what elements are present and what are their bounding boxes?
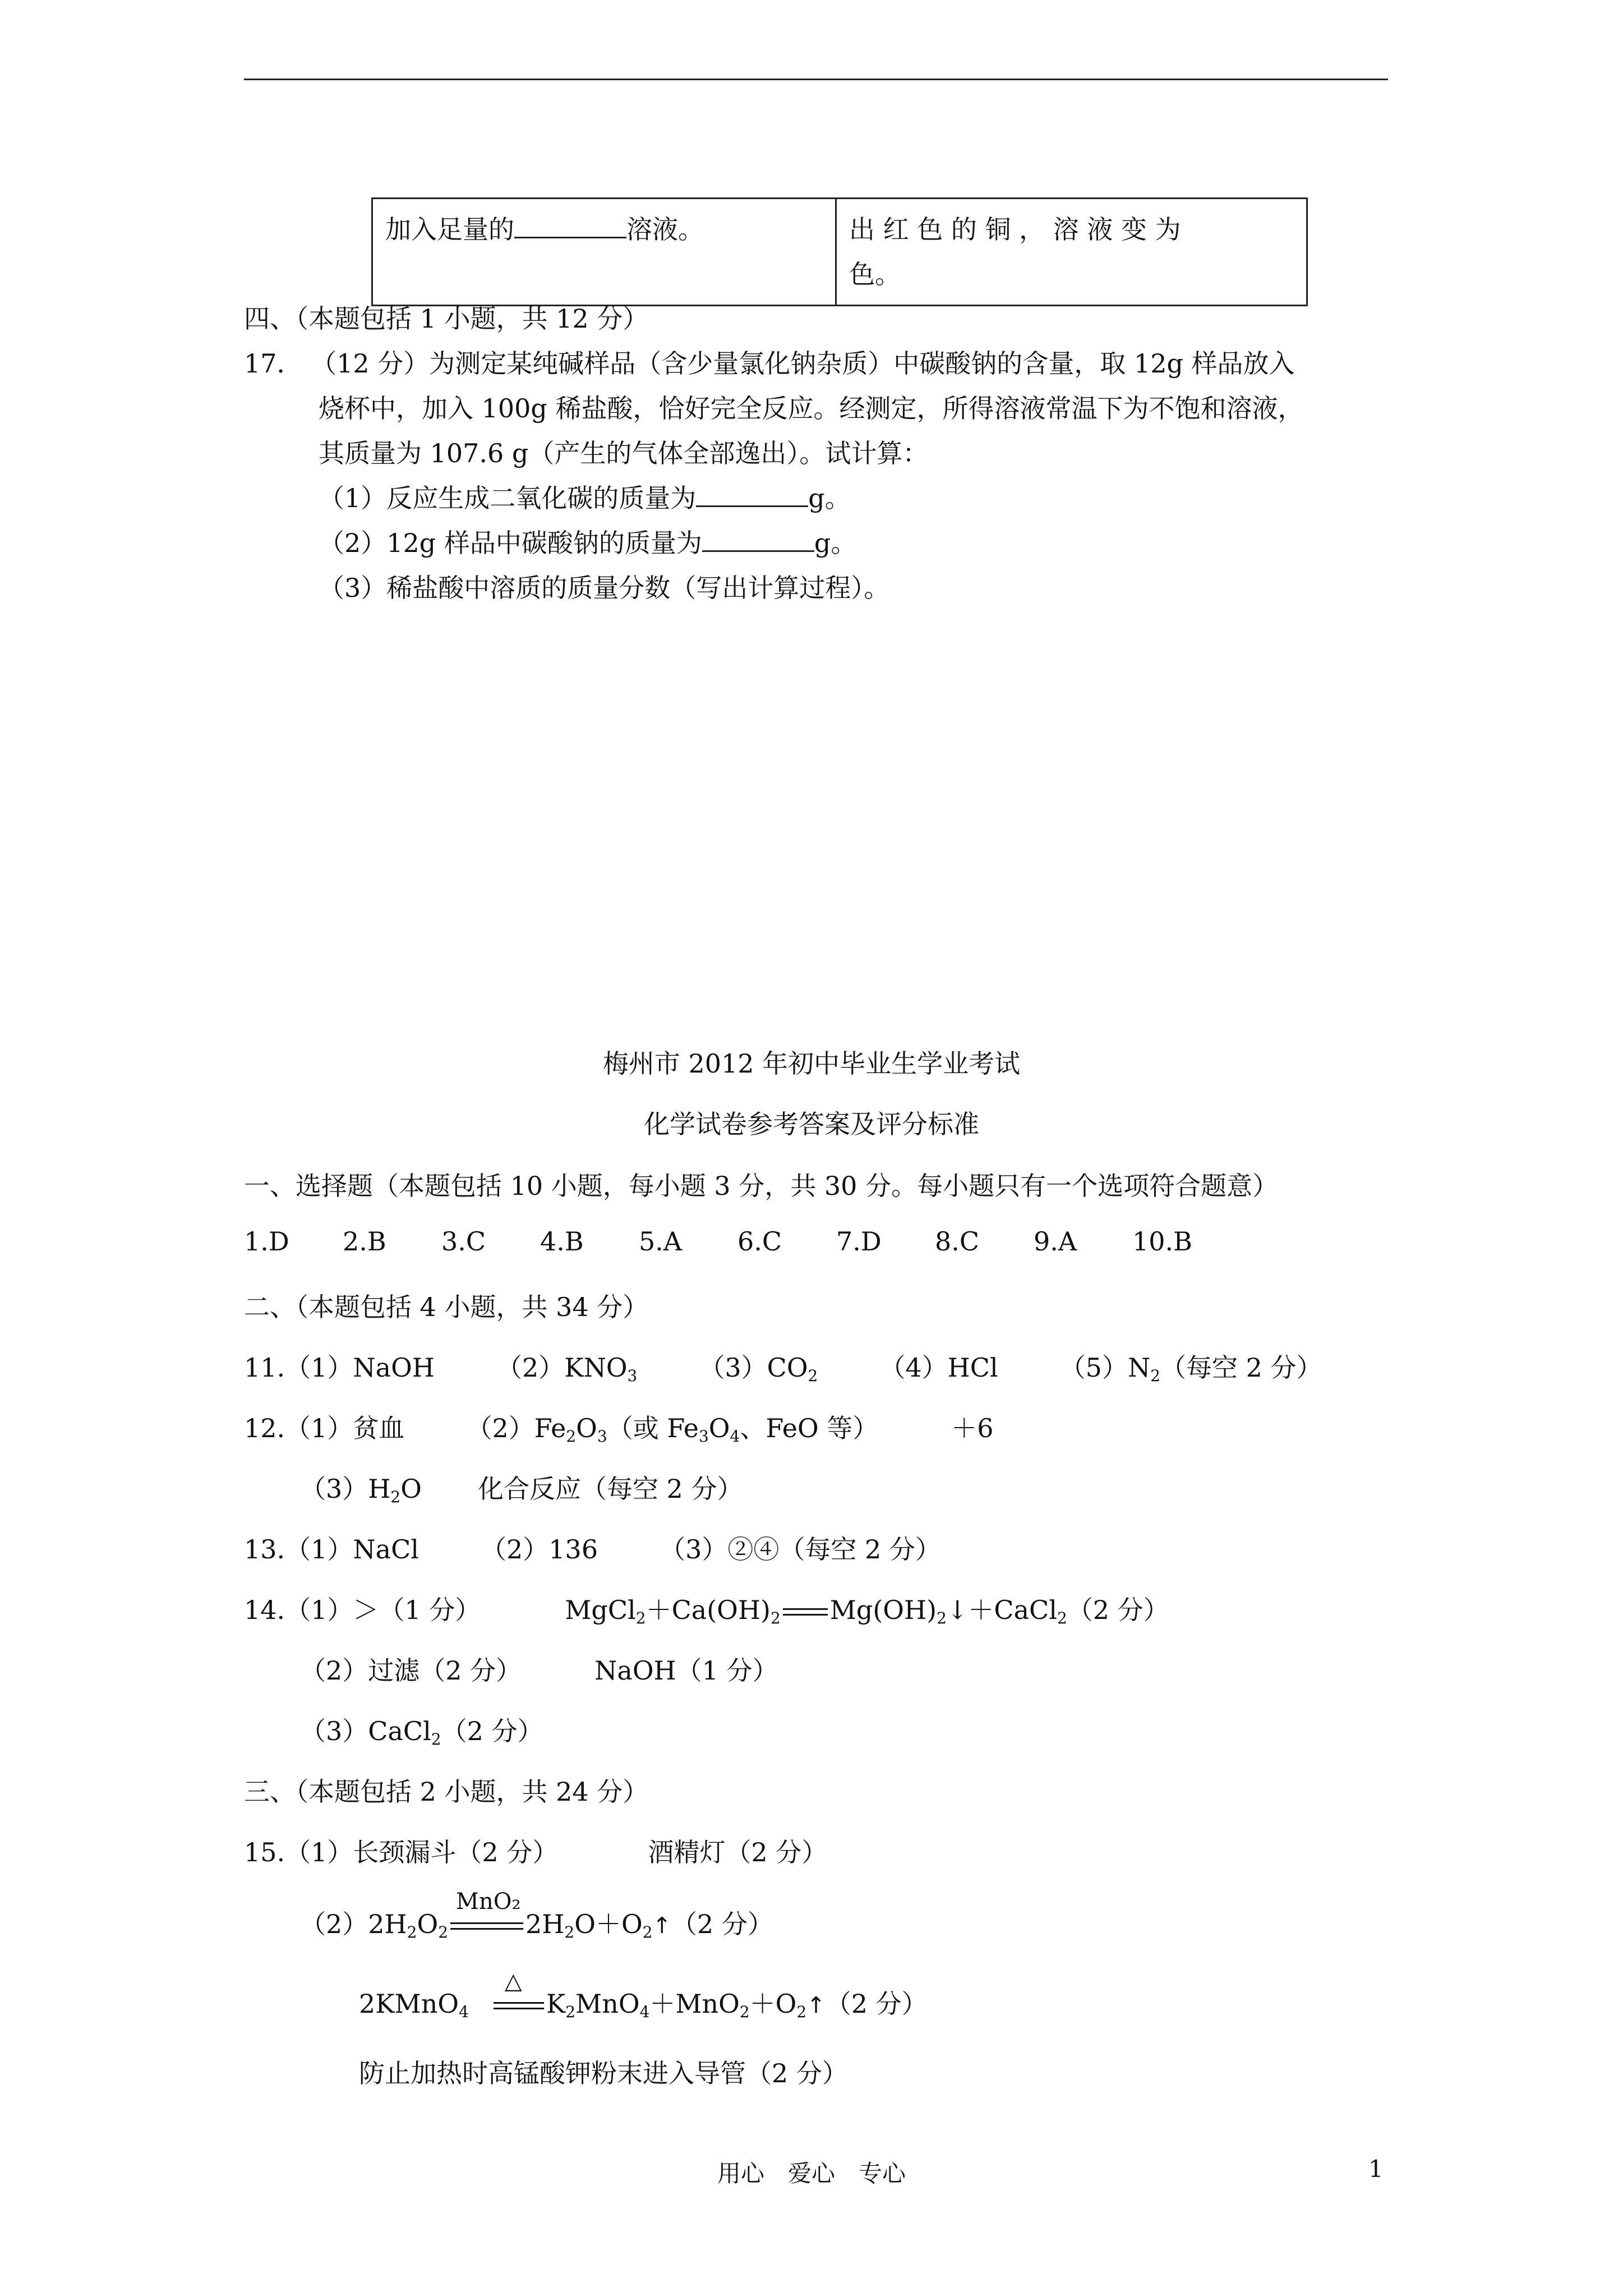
answers-subtitle: 化学试卷参考答案及评分标准 (644, 1109, 979, 1139)
answer-14-line-2: （2）过滤（2 分） NaOH（1 分） (300, 1655, 778, 1686)
answer-14-line-3: （3）CaCl$_2$（2 分） (300, 1716, 543, 1749)
cell-line: 色。 (849, 259, 901, 289)
sub-question-1: （1）反应生成二氧化碳的质量为 g。 (319, 483, 851, 513)
answers-title: 梅州市 2012 年初中毕业生学业考试 (602, 1048, 1021, 1079)
cell-line: 出 红 色 的 铜 ， 溶 液 变 为 (849, 214, 1181, 245)
sub-question-2: （2）12g 样品中碳酸钠的质量为 g。 (319, 528, 857, 558)
answer-blank (514, 213, 626, 238)
section-heading: 二、（本题包括 4 小题，共 34 分） (244, 1292, 649, 1322)
table-cell-operation (372, 199, 836, 306)
reaction-kmno4: 2KMnO$_4$ △ $K_2MnO_4+MnO_2+O_2↑(2$ 分） (359, 1968, 928, 2021)
answer-13: 13.（1）NaCl （2）136 （3）②④（每空 2 分） (244, 1534, 941, 1565)
footer-motto: 用心 爱心 专心 (717, 2160, 906, 2187)
section-heading: 四、（本题包括 1 小题，共 12 分） (244, 303, 649, 334)
section-heading: 一、选择题（本题包括 10 小题，每小题 3 分，共 30 分。每小题只有一个选项符合题意） (244, 1171, 1279, 1201)
equals-sign (783, 1604, 828, 1621)
question-17-line: 烧杯中，加入 100g 稀盐酸，恰好完全反应。经测定，所得溶液常温下为不饱和溶液， (319, 393, 1304, 424)
question-17-line: 17． （12 分）为测定某纯碱样品（含少量氯化钠杂质）中碳酸钠的含量，取 12g 样品放入 (244, 348, 1295, 379)
cell-text-prefix: 加入足量的 (385, 214, 514, 245)
question-17-line: 其质量为 107.6 g（产生的气体全部逸出）。试计算： (319, 438, 929, 468)
cell-text-suffix: 溶液。 (626, 214, 704, 245)
answer-11: 11.（1）NaOH $(2)KNO_3$ $(3)CO_2$ （4）HCl $(5)N_2$（每空 2 分） (244, 1352, 1322, 1385)
reaction-condition: MnO₂ (450, 1918, 523, 1935)
answer-15-note: 防止加热时高锰酸钾粉末进入导管（2 分） (359, 2058, 848, 2088)
section-heading: 三、（本题包括 2 小题，共 24 分） (244, 1777, 649, 1807)
question-table-fragment (371, 197, 1308, 306)
answer-15: 15.（1）长颈漏斗（2 分） 酒精灯（2 分） (244, 1837, 828, 1867)
answer-12-line-2: $(3)H_2O$ 化合反应（每空 2 分） (300, 1474, 743, 1506)
header-rule (244, 79, 1388, 80)
choice-answers: 1.D 2.B 3.C 4.B 5.A 6.C 7.D 8.C 9.A 10.B (244, 1226, 1192, 1257)
answer-12: 12.（1）贫血 $(2)Fe_2O_3$（或 $Fe_3O_4$、FeO 等） ＋6 (244, 1413, 994, 1446)
answer-14: 14.（1）＞（1 分） $MgCl_2+Ca(OH)_2$ $Mg(OH)_2↓+CaCl_2(2$ 分） (244, 1595, 1169, 1627)
table-cell-phenomenon (836, 199, 1307, 306)
reaction-condition: △ (494, 1998, 544, 2014)
reaction-h2o2: $(2)2H_2O_2$ MnO₂ $2H_2O+O_2↑(2$ 分） (300, 1889, 773, 1941)
page-number: 1 (1368, 2155, 1384, 2183)
sub-question-3: （3）稀盐酸中溶质的质量分数（写出计算过程）。 (319, 573, 890, 603)
gas-arrow-icon: ↑ (652, 1913, 672, 1939)
gas-arrow-icon: ↑ (806, 1993, 826, 2018)
